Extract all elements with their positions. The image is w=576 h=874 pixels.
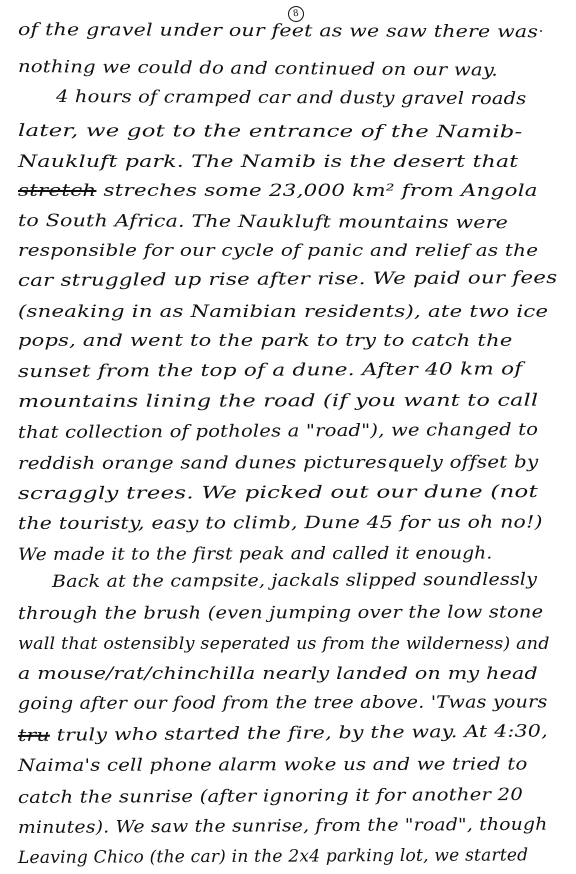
line-text: reddish orange sand dunes picturesquely offset by <box>17 452 539 474</box>
line-text: car struggled up rise after rise. We paid our fees <box>17 267 558 291</box>
handwritten-line <box>18 211 508 233</box>
handwritten-line <box>18 152 518 172</box>
line-text: pops, and went to the park to try to catch the <box>18 331 513 351</box>
line-text: of the gravel under our feet as we saw there was <box>17 20 539 43</box>
line-text: sunset from the top of a dune. After 40 km of <box>17 359 523 382</box>
line-text: the touristy, easy to climb, Dune 45 for us oh no!) <box>17 512 543 534</box>
line-text: going after our food from the tree above. 'Twas yours <box>17 692 548 714</box>
line-text: through the brush (even jumping over the low stone <box>17 602 544 624</box>
line-text: Naima's cell phone alarm woke us and we tried to <box>17 754 528 776</box>
handwritten-line <box>18 420 538 443</box>
handwritten-line <box>18 121 523 142</box>
handwritten-line <box>18 543 493 565</box>
line-text: Leaving Chico (the car) in the 2x4 parking lot, we started <box>17 845 529 868</box>
line-text: a mouse/rat/chinchilla nearly landed on my head <box>18 664 538 684</box>
handwritten-line <box>18 302 548 322</box>
line-text: Back at the campsite, jackals slipped soundlessly <box>51 569 538 592</box>
line-text: mountains lining the road (if you want to call <box>17 390 539 412</box>
line-text: 4 hours of cramped car and dusty gravel roads <box>55 87 527 110</box>
handwritten-line <box>18 268 558 291</box>
line-text: that collection of potholes a "road"), we changed to <box>17 419 539 443</box>
handwritten-line <box>18 482 538 504</box>
line-text: scraggly trees. We picked out our dune (not <box>17 481 539 504</box>
line-text: later, we got to the entrance of the Namib- <box>17 121 523 143</box>
handwritten-line <box>18 692 548 714</box>
handwritten-line <box>18 602 543 624</box>
handwritten-line <box>52 570 537 592</box>
handwritten-line <box>18 785 523 808</box>
line-text: minutes). We saw the sunrise, from the "road", though <box>17 814 548 838</box>
handwritten-line <box>18 331 512 351</box>
line-text: to South Africa. The Naukluft mountains were <box>17 211 509 234</box>
line-text: Naukluft park. The Namib is the desert that <box>18 152 519 172</box>
handwritten-line <box>18 634 550 654</box>
handwritten-line <box>18 57 498 81</box>
handwritten-line <box>18 181 538 201</box>
line-text: (sneaking in as Namibian residents), ate two ice <box>18 302 549 322</box>
handwritten-line <box>18 452 538 474</box>
handwritten-line <box>18 754 528 776</box>
line-text: nothing we could do and continued on our way. <box>17 57 499 81</box>
handwritten-line <box>56 87 527 109</box>
handwritten-line <box>18 845 528 868</box>
crossed-out-word: tru <box>17 725 51 746</box>
page-number: 8 <box>287 5 305 23</box>
handwritten-line <box>18 359 523 382</box>
crossed-out-word: stretch <box>18 181 97 201</box>
line-text: catch the sunrise (after ignoring it for another 20 <box>17 784 524 808</box>
handwritten-line <box>18 664 538 684</box>
handwritten-line <box>18 241 538 261</box>
handwritten-line <box>18 391 538 412</box>
line-text: We made it to the first peak and called it enough. <box>17 543 493 565</box>
line-text: streches some 23,000 km² from Angola <box>96 181 538 201</box>
handwritten-line <box>18 721 548 746</box>
line-text: truly who started the fire, by the way. At 4:30, <box>49 721 549 746</box>
handwritten-line <box>18 512 543 534</box>
handwritten-line <box>18 20 538 42</box>
line-text: wall that ostensibly seperated us from the wilderness) and <box>18 634 550 654</box>
line-text: responsible for our cycle of panic and relief as the <box>18 241 539 261</box>
handwritten-line <box>18 815 548 838</box>
